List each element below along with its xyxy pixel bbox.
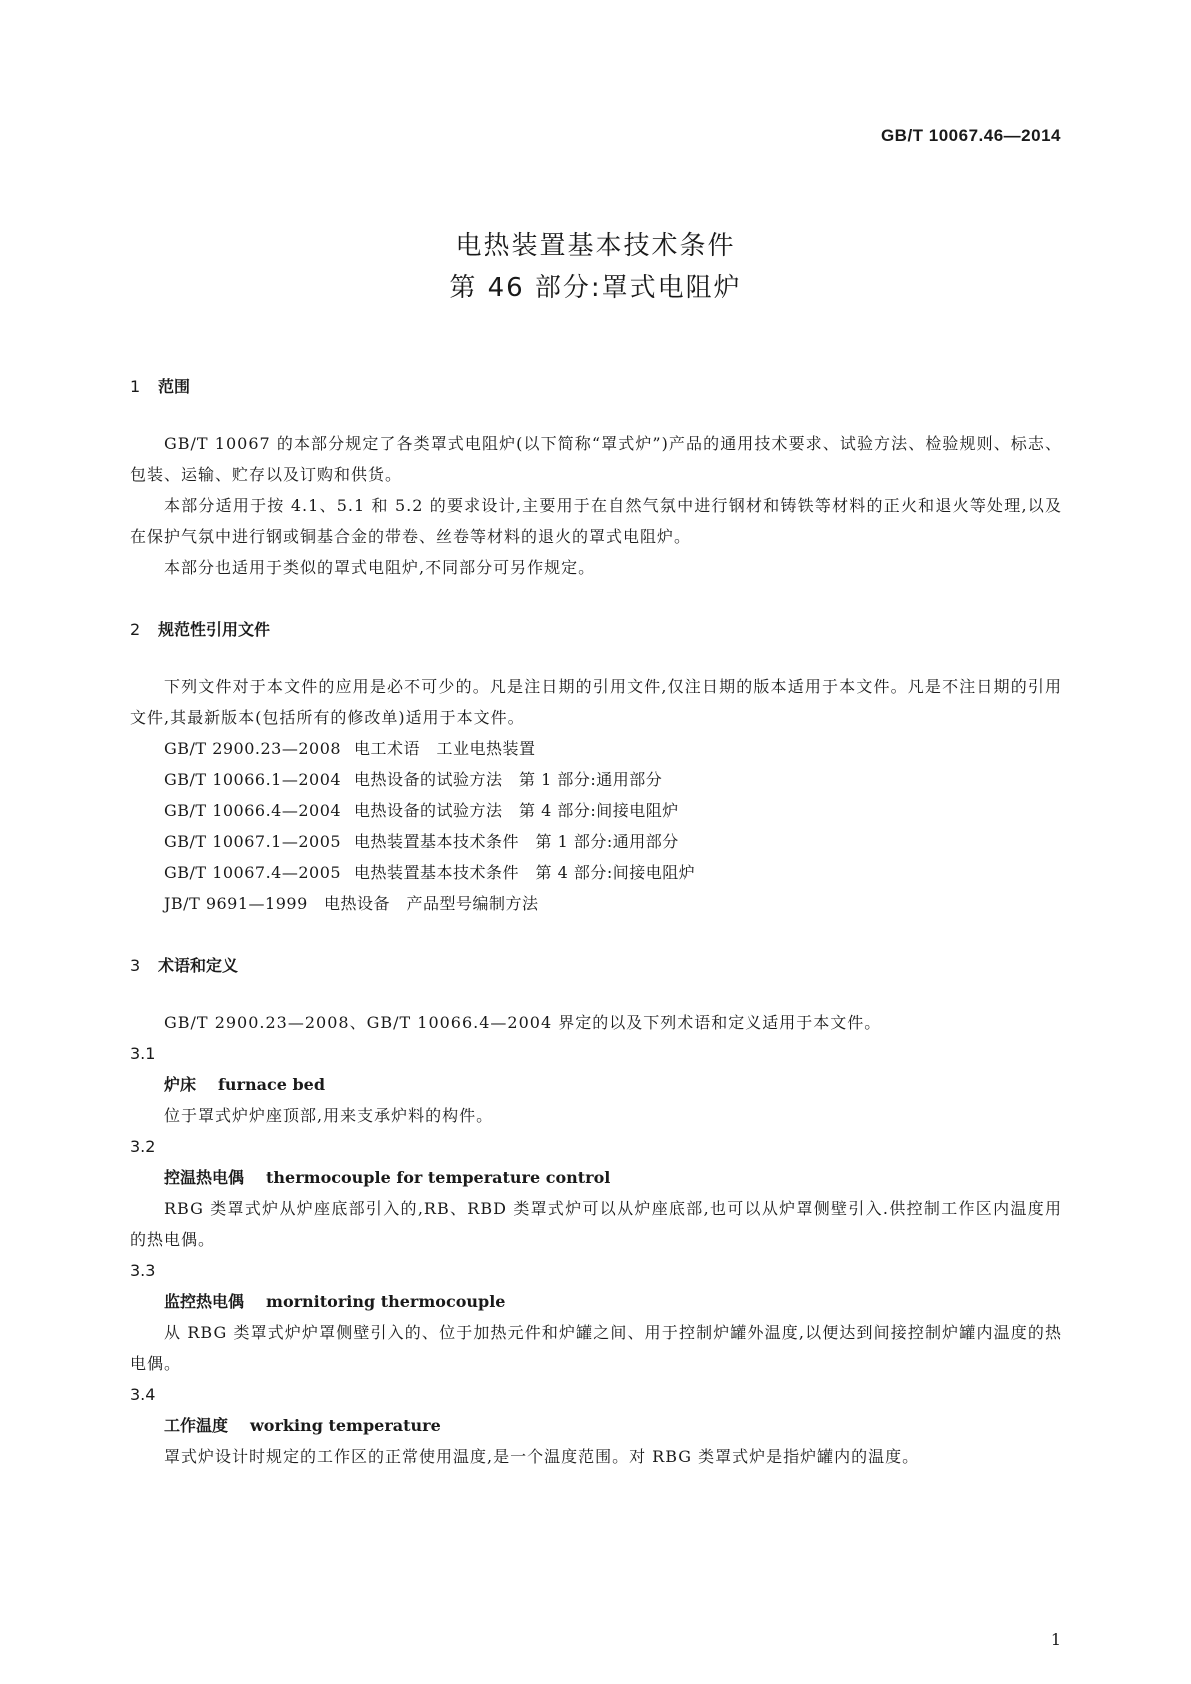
term-en: working temperature	[250, 1416, 441, 1435]
section-number: 1	[130, 377, 141, 396]
paragraph: GB/T 10067 的本部分规定了各类罩式电阻炉(以下简称“罩式炉”)产品的通用技术要求、试验方法、检验规则、标志、包装、运输、贮存以及订购和供货。	[130, 434, 1062, 484]
paragraph: 本部分适用于按 4.1、5.1 和 5.2 的要求设计,主要用于在自然气氛中进行钢材和铸铁等材料的正火和退火等处理,以及在保护气氛中进行钢或铜基合金的带卷、丝卷等材料的退火的罩式电阻炉。	[130, 496, 1062, 546]
term-en: mornitoring thermocouple	[266, 1292, 506, 1311]
term-definition: 位于罩式炉炉座顶部,用来支承炉料的构件。	[164, 1106, 494, 1125]
section-number: 3	[130, 956, 141, 975]
page-number: 1	[1050, 1630, 1061, 1649]
section-heading-references	[130, 615, 1062, 645]
term-en: furnace bed	[218, 1075, 326, 1094]
reference-code: GB/T 10066.1—2004	[164, 770, 342, 789]
paragraph: GB/T 2900.23—2008、GB/T 10066.4—2004 界定的以及下列术语和定义适用于本文件。	[164, 1013, 882, 1032]
reference-name: 电热装置基本技术条件 第 1 部分:通用部分	[354, 832, 679, 851]
section-heading-scope	[130, 372, 1062, 402]
term-name	[130, 1410, 1062, 1441]
term-definition: 罩式炉设计时规定的工作区的正常使用温度,是一个温度范围。对 RBG 类罩式炉是指炉罐内的温度。	[164, 1447, 920, 1466]
reference-name: 电工术语 工业电热装置	[354, 739, 536, 758]
term-name	[130, 1286, 1062, 1317]
reference-code: GB/T 10067.4—2005	[164, 863, 342, 882]
paragraph: 下列文件对于本文件的应用是必不可少的。凡是注日期的引用文件,仅注日期的版本适用于本文件。凡是不注日期的引用文件,其最新版本(包括所有的修改单)适用于本文件。	[130, 677, 1062, 727]
paragraph: 本部分也适用于类似的罩式电阻炉,不同部分可另作规定。	[164, 558, 596, 577]
term-number: 3.3	[130, 1261, 156, 1280]
reference-code: GB/T 2900.23—2008	[164, 739, 342, 758]
reference-name: 电热设备 产品型号编制方法	[324, 894, 539, 913]
reference-code: JB/T 9691—1999	[164, 894, 308, 913]
term-name	[130, 1162, 1062, 1193]
reference-item	[130, 764, 1062, 795]
reference-item	[130, 733, 1062, 764]
term-en: thermocouple for temperature control	[266, 1168, 611, 1187]
reference-code: GB/T 10067.1—2005	[164, 832, 342, 851]
section-title: 术语和定义	[158, 956, 239, 975]
term-number: 3.2	[130, 1137, 156, 1156]
section-heading-terms	[130, 951, 1062, 981]
term-definition: RBG 类罩式炉从炉座底部引入的,RB、RBD 类罩式炉可以从炉座底部,也可以从炉罩侧壁引入.供控制工作区内温度用的热电偶。	[130, 1199, 1062, 1249]
term-zh: 监控热电偶	[164, 1292, 245, 1311]
reference-name: 电热设备的试验方法 第 4 部分:间接电阻炉	[354, 801, 679, 820]
document-body	[130, 372, 1062, 1472]
term-zh: 炉床	[164, 1075, 197, 1094]
section-number: 2	[130, 620, 141, 639]
reference-name: 电热装置基本技术条件 第 4 部分:间接电阻炉	[354, 863, 696, 882]
section-title: 规范性引用文件	[158, 620, 271, 639]
standard-code: GB/T 10067.46—2014	[880, 126, 1061, 145]
reference-item	[130, 888, 1062, 919]
document-title	[0, 225, 1191, 309]
term-name	[130, 1069, 1062, 1100]
reference-item	[130, 826, 1062, 857]
reference-item	[130, 857, 1062, 888]
section-title: 范围	[158, 377, 191, 396]
title-line-2: 第 46 部分:罩式电阻炉	[449, 273, 742, 303]
term-zh: 控温热电偶	[164, 1168, 245, 1187]
reference-item	[130, 795, 1062, 826]
reference-code: GB/T 10066.4—2004	[164, 801, 342, 820]
title-line-1: 电热装置基本技术条件	[455, 231, 736, 261]
term-zh: 工作温度	[164, 1416, 229, 1435]
term-number: 3.1	[130, 1044, 156, 1063]
term-definition: 从 RBG 类罩式炉炉罩侧壁引入的、位于加热元件和炉罐之间、用于控制炉罐外温度,以便达到间接控制炉罐内温度的热电偶。	[130, 1323, 1062, 1373]
term-number: 3.4	[130, 1385, 156, 1404]
reference-name: 电热设备的试验方法 第 1 部分:通用部分	[354, 770, 663, 789]
